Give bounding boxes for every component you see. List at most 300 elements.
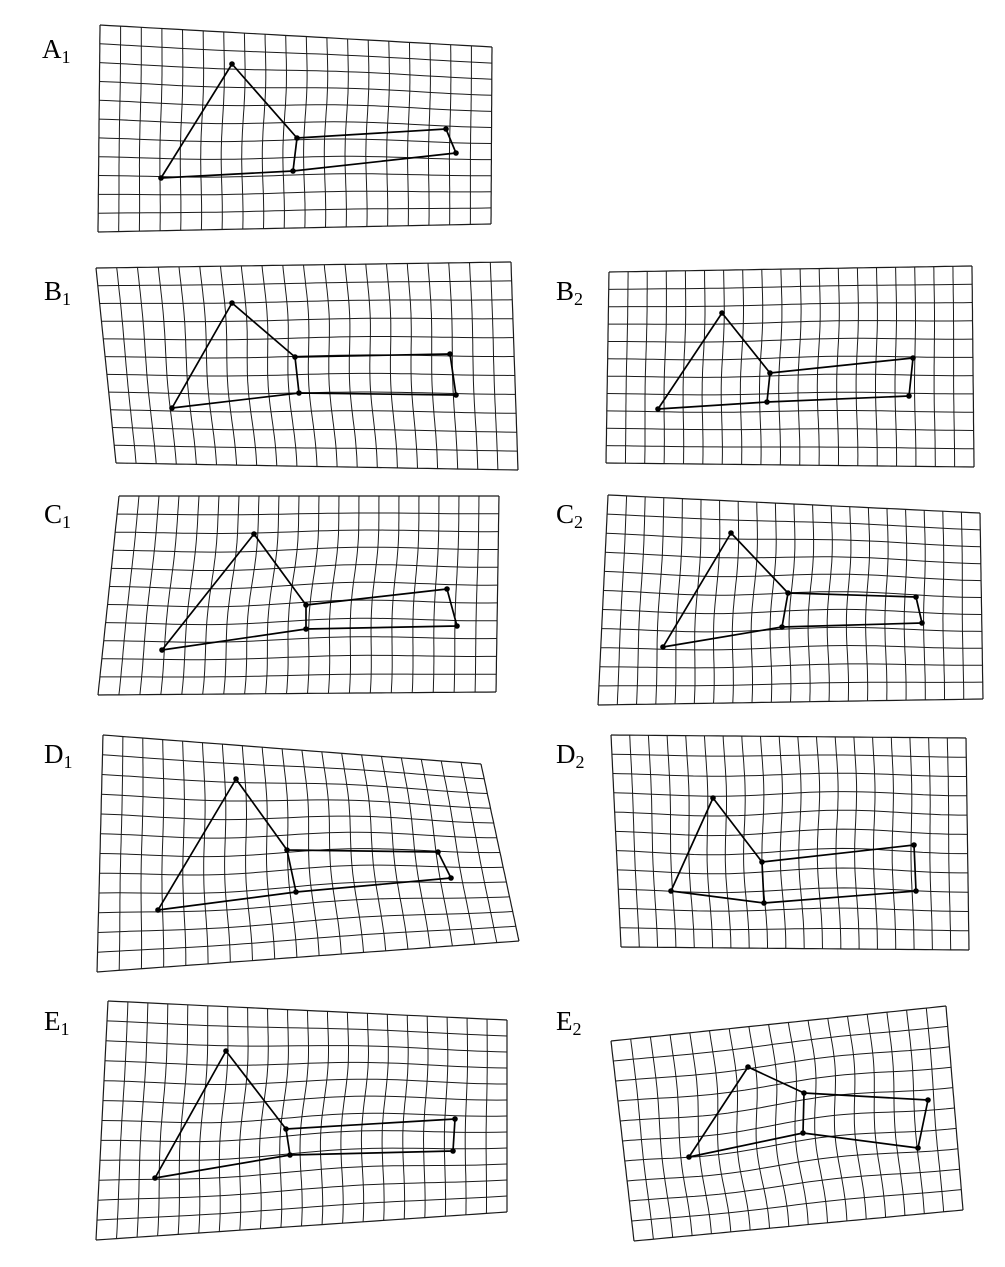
- grid-line-vertical: [885, 509, 888, 701]
- grid-line-vertical: [366, 264, 378, 467]
- grid-line-vertical: [761, 736, 768, 948]
- landmark-point: [767, 370, 773, 376]
- grid-line-vertical: [760, 270, 763, 465]
- grid-line-horizontal: [606, 463, 974, 467]
- deformation-grid: [611, 735, 969, 950]
- landmark-point: [443, 126, 449, 132]
- grid-line-vertical: [496, 496, 499, 692]
- grid-line-vertical: [203, 743, 209, 964]
- grid-line-vertical: [324, 38, 327, 228]
- grid-line-vertical: [714, 500, 720, 703]
- grid-line-horizontal: [619, 908, 968, 911]
- grid-line-vertical: [428, 263, 438, 468]
- panel-b2: [556, 266, 974, 467]
- landmark-point: [303, 626, 309, 632]
- panel-label: [556, 739, 585, 772]
- landmark-point: [759, 859, 765, 865]
- landmark-point: [155, 907, 161, 913]
- grid-line-horizontal: [102, 655, 497, 659]
- panel-label: [556, 1006, 582, 1039]
- panel-label: [556, 499, 583, 532]
- grid-line-vertical: [887, 1012, 905, 1215]
- landmark-connector: [293, 138, 297, 171]
- grid-line-vertical: [723, 736, 731, 948]
- grid-line-vertical: [224, 496, 239, 694]
- landmark-point: [435, 849, 441, 855]
- panel-subscript: 2: [575, 752, 585, 772]
- landmark-point: [454, 623, 460, 629]
- landmark-outline: [158, 779, 451, 910]
- landmark-point: [233, 776, 239, 782]
- landmark-outline: [155, 1051, 455, 1178]
- landmark-point: [911, 842, 917, 848]
- deformation-grid: [598, 495, 983, 705]
- landmark-point: [801, 1090, 807, 1096]
- landmark-point: [925, 1097, 931, 1103]
- grid-line-vertical: [158, 1004, 168, 1236]
- grid-line-vertical: [630, 735, 640, 947]
- grid-line-vertical: [407, 264, 417, 469]
- grid-line-vertical: [617, 496, 626, 705]
- grid-line-vertical: [779, 736, 786, 948]
- landmark-outline: [663, 533, 922, 647]
- grid-line-vertical: [749, 1027, 770, 1229]
- landmark-point: [655, 406, 661, 412]
- grid-line-horizontal: [615, 810, 968, 816]
- grid-line-vertical: [846, 507, 851, 701]
- grid-line-vertical: [751, 502, 757, 702]
- landmark-point: [660, 644, 666, 650]
- grid-line-vertical: [199, 1006, 208, 1233]
- landmark-point: [169, 405, 175, 411]
- grid-line-vertical: [262, 34, 266, 228]
- landmark-point: [152, 1175, 158, 1181]
- grid-line-horizontal: [105, 1061, 507, 1068]
- grid-line-horizontal: [607, 392, 973, 395]
- grid-line-vertical: [740, 270, 743, 465]
- grid-line-vertical: [966, 738, 969, 950]
- grid-line-vertical: [182, 496, 199, 694]
- grid-line-horizontal: [621, 947, 969, 950]
- landmark-point: [686, 1154, 692, 1160]
- landmark-point: [452, 1116, 458, 1122]
- panel-letter: C: [556, 499, 575, 529]
- grid-line-vertical: [287, 496, 300, 694]
- grid-line-vertical: [667, 736, 676, 948]
- landmark-point: [785, 590, 791, 596]
- panel-subscript: 1: [60, 1019, 70, 1039]
- grid-line-vertical: [779, 269, 782, 465]
- grid-line-horizontal: [608, 338, 973, 342]
- grid-line-vertical: [283, 265, 297, 466]
- panel-subscript: 1: [61, 47, 71, 67]
- grid-line-horizontal: [613, 1026, 947, 1061]
- grid-line-vertical: [980, 513, 983, 699]
- grid-line-vertical: [789, 504, 795, 702]
- grid-line-horizontal: [100, 44, 492, 63]
- grid-line-horizontal: [100, 25, 492, 47]
- landmark-point: [668, 888, 674, 894]
- grid-line-vertical: [873, 737, 878, 949]
- grid-line-vertical: [183, 741, 186, 965]
- grid-line-horizontal: [101, 814, 494, 823]
- grid-line-vertical: [370, 496, 379, 693]
- grid-line-vertical: [598, 495, 608, 705]
- grid-line-horizontal: [607, 374, 973, 377]
- landmark-point: [910, 355, 916, 361]
- grid-line-horizontal: [106, 1041, 507, 1052]
- grid-line-vertical: [96, 268, 116, 463]
- panel-letter: B: [44, 276, 63, 306]
- grid-line-vertical: [241, 266, 256, 466]
- landmark-point: [284, 847, 290, 853]
- grid-line-horizontal: [98, 208, 491, 213]
- grid-line-vertical: [322, 752, 342, 954]
- grid-line-horizontal: [103, 735, 481, 764]
- grid-line-vertical: [770, 503, 776, 702]
- deformation-grid: [606, 266, 974, 467]
- grid-line-vertical: [345, 264, 357, 467]
- grid-line-vertical: [304, 265, 318, 467]
- grid-line-vertical: [808, 1020, 827, 1222]
- grid-line-horizontal: [620, 928, 969, 931]
- landmark-point: [448, 875, 454, 881]
- grid-line-vertical: [201, 31, 204, 230]
- grid-line-horizontal: [98, 692, 496, 695]
- grid-line-vertical: [221, 32, 224, 230]
- grid-line-vertical: [449, 263, 458, 469]
- panel-subscript: 2: [572, 1019, 582, 1039]
- landmark-connector: [762, 862, 764, 903]
- landmark-point: [294, 135, 300, 141]
- landmark-connector: [803, 1093, 804, 1133]
- grid-line-vertical: [341, 1012, 349, 1223]
- grid-line-vertical: [408, 42, 410, 225]
- deformation-grid: [97, 735, 519, 972]
- grid-line-vertical: [160, 29, 162, 231]
- panel-label: [44, 276, 71, 309]
- grid-line-vertical: [648, 735, 657, 947]
- landmark-point: [800, 1130, 806, 1136]
- grid-line-horizontal: [611, 735, 966, 738]
- grid-line-vertical: [729, 1029, 750, 1231]
- deformation-grid: [96, 1001, 507, 1240]
- grid-line-vertical: [342, 753, 364, 952]
- panel-label: [44, 499, 71, 532]
- grid-line-vertical: [491, 47, 492, 224]
- landmark-point: [251, 531, 257, 537]
- landmark-point: [906, 393, 912, 399]
- grid-line-vertical: [219, 1007, 228, 1232]
- grid-line-horizontal: [629, 1169, 959, 1201]
- grid-line-vertical: [828, 1018, 847, 1221]
- grid-line-horizontal: [601, 646, 983, 650]
- deformation-grid: [611, 1006, 963, 1241]
- grid-line-horizontal: [99, 174, 492, 177]
- grid-line-vertical: [670, 1035, 692, 1236]
- landmark-point: [710, 795, 716, 801]
- grid-line-vertical: [742, 736, 749, 948]
- grid-line-vertical: [934, 267, 936, 467]
- landmark-connector: [286, 1129, 290, 1155]
- grid-line-vertical: [929, 738, 933, 950]
- panel-letter: B: [556, 276, 575, 306]
- grid-line-vertical: [119, 26, 121, 231]
- grid-line-horizontal: [607, 411, 974, 413]
- grid-line-vertical: [475, 496, 479, 692]
- grid-line-vertical: [702, 270, 705, 464]
- grid-line-vertical: [242, 746, 252, 961]
- grid-line-horizontal: [608, 356, 973, 360]
- grid-line-vertical: [710, 1031, 731, 1232]
- landmark-point: [719, 310, 725, 316]
- landmark-point: [453, 150, 459, 156]
- grid-line-vertical: [907, 1010, 925, 1214]
- landmark-point: [919, 620, 925, 626]
- grid-line-vertical: [961, 512, 963, 699]
- grid-line-vertical: [433, 496, 439, 693]
- grid-line-vertical: [283, 35, 287, 228]
- grid-line-vertical: [444, 1017, 447, 1216]
- landmark-point: [229, 61, 235, 67]
- landmark-point: [913, 888, 919, 894]
- grid-line-vertical: [866, 508, 870, 701]
- grid-line-horizontal: [607, 428, 974, 430]
- grid-line-horizontal: [620, 1088, 953, 1121]
- grid-line-vertical: [817, 269, 820, 466]
- landmark-point: [158, 175, 164, 181]
- grid-line-vertical: [320, 1011, 328, 1224]
- landmark-point: [444, 586, 450, 592]
- grid-line-vertical: [837, 268, 840, 465]
- grid-line-horizontal: [102, 794, 491, 808]
- landmark-point: [303, 602, 309, 608]
- grid-line-vertical: [245, 496, 259, 694]
- landmark-connector: [782, 593, 788, 627]
- grid-line-vertical: [328, 496, 339, 693]
- landmark-point: [453, 392, 459, 398]
- grid-line-vertical: [308, 496, 320, 693]
- landmark-point: [450, 1148, 456, 1154]
- grid-line-horizontal: [98, 224, 491, 232]
- grid-line-horizontal: [616, 829, 968, 836]
- grid-line-vertical: [139, 27, 141, 231]
- grid-line-vertical: [947, 738, 950, 950]
- grid-line-vertical: [835, 737, 841, 949]
- panel-label: [556, 276, 583, 309]
- grid-line-vertical: [361, 1013, 368, 1222]
- landmark-point: [915, 1145, 921, 1151]
- grid-line-vertical: [162, 740, 164, 968]
- panel-letter: D: [556, 739, 576, 769]
- grid-line-vertical: [221, 266, 237, 465]
- grid-line-vertical: [449, 45, 451, 225]
- grid-line-vertical: [972, 266, 974, 467]
- panel-letter: E: [556, 1006, 573, 1036]
- grid-line-horizontal: [100, 865, 504, 875]
- grid-line-horizontal: [111, 565, 498, 571]
- landmark-point: [728, 530, 734, 536]
- grid-line-horizontal: [602, 627, 982, 632]
- landmark-connector: [767, 373, 770, 402]
- grid-line-horizontal: [627, 1149, 958, 1181]
- grid-line-vertical: [98, 496, 119, 695]
- grid-line-vertical: [140, 496, 159, 695]
- grid-line-horizontal: [104, 637, 497, 643]
- grid-line-vertical: [675, 499, 682, 704]
- panel-subscript: 2: [574, 289, 584, 309]
- grid-line-vertical: [178, 1005, 188, 1235]
- grid-line-vertical: [138, 267, 157, 463]
- grid-line-vertical: [137, 1003, 148, 1237]
- grid-line-vertical: [454, 496, 459, 692]
- panel-subscript: 1: [63, 752, 73, 772]
- grid-line-horizontal: [609, 284, 973, 289]
- grid-line-vertical: [808, 505, 814, 702]
- grid-line-vertical: [924, 510, 926, 700]
- grid-line-vertical: [161, 496, 179, 695]
- grid-line-vertical: [304, 37, 308, 228]
- grid-line-horizontal: [611, 1006, 946, 1041]
- panel-label: [42, 34, 71, 67]
- panel-c1: [44, 496, 499, 695]
- grid-line-horizontal: [614, 792, 967, 797]
- grid-line-horizontal: [100, 674, 496, 677]
- grid-line-vertical: [645, 271, 648, 463]
- grid-line-vertical: [656, 498, 664, 704]
- grid-line-vertical: [158, 267, 176, 464]
- panel-b1: [44, 262, 518, 470]
- landmark-point: [223, 1048, 229, 1054]
- panel-letter: A: [42, 34, 62, 64]
- panel-d2: [556, 735, 969, 950]
- grid-line-horizontal: [110, 582, 498, 589]
- grid-line-vertical: [401, 758, 430, 948]
- grid-line-vertical: [511, 262, 518, 470]
- grid-line-vertical: [854, 737, 859, 949]
- grid-line-vertical: [867, 1014, 885, 1217]
- grid-line-horizontal: [609, 266, 972, 272]
- grid-line-horizontal: [106, 618, 498, 624]
- grid-line-horizontal: [115, 530, 498, 534]
- grid-line-vertical: [915, 267, 916, 467]
- grid-line-horizontal: [608, 321, 972, 325]
- grid-line-vertical: [98, 25, 100, 232]
- grid-line-vertical: [611, 735, 621, 947]
- grid-line-horizontal: [103, 755, 485, 779]
- grid-line-horizontal: [603, 609, 982, 614]
- grid-line-horizontal: [98, 912, 513, 933]
- grid-line-horizontal: [113, 547, 498, 552]
- grid-line-vertical: [180, 30, 183, 231]
- grid-line-horizontal: [612, 754, 966, 757]
- grid-line-vertical: [200, 267, 217, 465]
- grid-line-vertical: [424, 1016, 429, 1217]
- grid-line-horizontal: [634, 1210, 963, 1241]
- grid-line-horizontal: [101, 832, 497, 838]
- grid-line-vertical: [222, 744, 230, 962]
- panel-letter: E: [44, 1006, 61, 1036]
- grid-line-horizontal: [98, 191, 491, 195]
- grid-line-horizontal: [100, 82, 492, 96]
- landmark-point: [159, 647, 165, 653]
- grid-line-vertical: [788, 1023, 808, 1225]
- grid-line-vertical: [721, 270, 724, 464]
- grid-line-vertical: [606, 272, 609, 463]
- landmark-outline: [161, 64, 456, 178]
- panel-e2: [556, 1006, 963, 1241]
- grid-line-horizontal: [606, 446, 974, 449]
- grid-line-vertical: [382, 1014, 388, 1220]
- grid-line-horizontal: [101, 1131, 507, 1142]
- grid-line-vertical: [904, 509, 907, 700]
- grid-line-horizontal: [632, 1190, 962, 1221]
- grid-line-vertical: [262, 266, 277, 466]
- grid-line-vertical: [242, 33, 245, 229]
- grid-line-vertical: [260, 1009, 269, 1229]
- grid-line-vertical: [302, 750, 319, 955]
- grid-line-horizontal: [613, 773, 967, 776]
- panel-subscript: 2: [574, 512, 584, 532]
- panel-label: [44, 1006, 70, 1039]
- grid-line-vertical: [848, 1016, 867, 1219]
- grid-line-vertical: [179, 267, 196, 465]
- landmark-point: [913, 594, 919, 600]
- grid-line-vertical: [650, 1037, 672, 1238]
- grid-line-vertical: [412, 496, 419, 693]
- grid-line-horizontal: [102, 775, 487, 794]
- grid-line-vertical: [798, 737, 804, 949]
- landmark-point: [761, 900, 767, 906]
- grid-line-vertical: [117, 268, 136, 464]
- landmark-point: [447, 351, 453, 357]
- grid-line-vertical: [953, 266, 955, 467]
- grid-line-vertical: [387, 264, 398, 468]
- panel-c2: [556, 495, 983, 705]
- panel-letter: D: [44, 739, 64, 769]
- landmark-point: [283, 1126, 289, 1132]
- grid-line-vertical: [266, 496, 279, 694]
- grid-line-horizontal: [625, 1128, 956, 1161]
- grid-line-vertical: [637, 497, 646, 705]
- grid-line-vertical: [470, 263, 478, 470]
- grid-line-horizontal: [117, 513, 499, 515]
- grid-line-vertical: [403, 1015, 408, 1219]
- grid-line-vertical: [324, 265, 337, 467]
- grid-line-vertical: [876, 268, 878, 466]
- landmark-point: [292, 354, 298, 360]
- grid-line-horizontal: [99, 119, 491, 127]
- grid-line-horizontal: [97, 941, 519, 972]
- grid-line-horizontal: [609, 303, 973, 307]
- grid-line-horizontal: [616, 1047, 950, 1081]
- grid-line-horizontal: [102, 1113, 507, 1123]
- landmark-point: [287, 1152, 293, 1158]
- grid-line-vertical: [349, 496, 359, 693]
- grid-line-vertical: [345, 39, 348, 227]
- grid-line-vertical: [895, 267, 897, 466]
- grid-line-vertical: [429, 44, 431, 226]
- deformation-grid: [96, 262, 518, 470]
- grid-line-vertical: [141, 738, 143, 969]
- grid-line-vertical: [239, 1008, 248, 1231]
- panel-d1: [44, 735, 519, 972]
- grid-line-horizontal: [100, 63, 492, 80]
- grid-line-vertical: [300, 1011, 309, 1227]
- panel-a1: [42, 25, 492, 232]
- grid-line-vertical: [943, 511, 945, 699]
- grid-line-vertical: [856, 268, 858, 466]
